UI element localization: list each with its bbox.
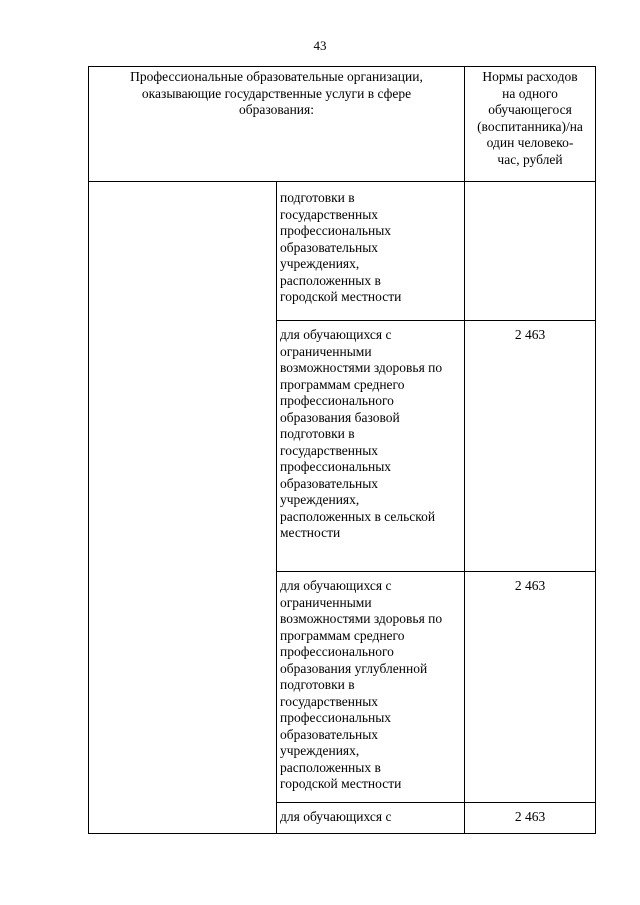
description-line: учреждениях, (280, 743, 360, 758)
row-value: 2 463 (465, 321, 596, 572)
description-line: образования базовой (280, 409, 400, 425)
table-header-row (89, 67, 596, 182)
description-line: образовательных (280, 475, 379, 491)
description-line: учреждениях, (280, 256, 360, 271)
row-value: 2 463 (465, 572, 596, 803)
description-line: ограниченными (280, 594, 372, 610)
header-norms-line: час, рублей (497, 151, 563, 167)
description-line: профессионального (280, 393, 394, 408)
description-line: подготовки в (280, 190, 355, 205)
description-line: образования углубленной (280, 660, 428, 676)
description-line: расположенных в сельской (280, 508, 436, 524)
description-line: для обучающихся с (280, 327, 392, 342)
description-line: государственных (280, 693, 379, 709)
header-norms-line: один человеко- (486, 135, 574, 150)
description-line: государственных (280, 206, 379, 222)
description-line: возможностями здоровья по (280, 360, 443, 375)
description-line: ограниченными (280, 343, 372, 359)
description-line: возможностями здоровья по (280, 611, 443, 626)
header-norms-line: Нормы расходов (482, 69, 578, 84)
description-line: профессиональных (280, 459, 392, 474)
header-organizations-line: Профессиональные образовательные организации, (130, 69, 423, 84)
description-line: профессиональных (280, 223, 392, 238)
row-description (277, 803, 465, 834)
description-line: образовательных (280, 726, 379, 742)
row-description (277, 182, 465, 321)
row-value (465, 182, 596, 321)
description-line: для обучающихся с (280, 578, 392, 593)
description-line: образовательных (280, 239, 379, 255)
header-norms-line: (воспитанника)/на (477, 118, 583, 134)
description-line: программам среднего (280, 376, 405, 392)
table-row (89, 182, 596, 321)
description-line: профессионального (280, 644, 394, 659)
description-line: профессиональных (280, 710, 392, 725)
description-line: расположенных в (280, 759, 381, 775)
header-norms (465, 67, 596, 182)
description-line: государственных (280, 442, 379, 458)
norms-table (88, 66, 596, 834)
description-line: программам среднего (280, 627, 405, 643)
organization-cell (89, 182, 277, 834)
row-description (277, 321, 465, 572)
header-organizations (89, 67, 465, 182)
description-line: для обучающихся с (280, 809, 392, 824)
header-organizations-line: оказывающие государственные услуги в сфере (141, 85, 412, 101)
description-line: местности (280, 525, 341, 540)
row-value: 2 463 (465, 803, 596, 834)
description-line: подготовки в (280, 677, 355, 692)
description-line: расположенных в (280, 272, 381, 288)
description-line: городской местности (280, 289, 402, 304)
header-organizations-line: образования: (239, 102, 314, 117)
page-number: 43 (313, 38, 327, 53)
description-line: учреждениях, (280, 492, 360, 507)
header-norms-line: обучающегося (488, 102, 572, 117)
header-norms-line: на одного (502, 85, 558, 101)
row-description (277, 572, 465, 803)
description-line: подготовки в (280, 426, 355, 441)
description-line: городской местности (280, 776, 402, 791)
